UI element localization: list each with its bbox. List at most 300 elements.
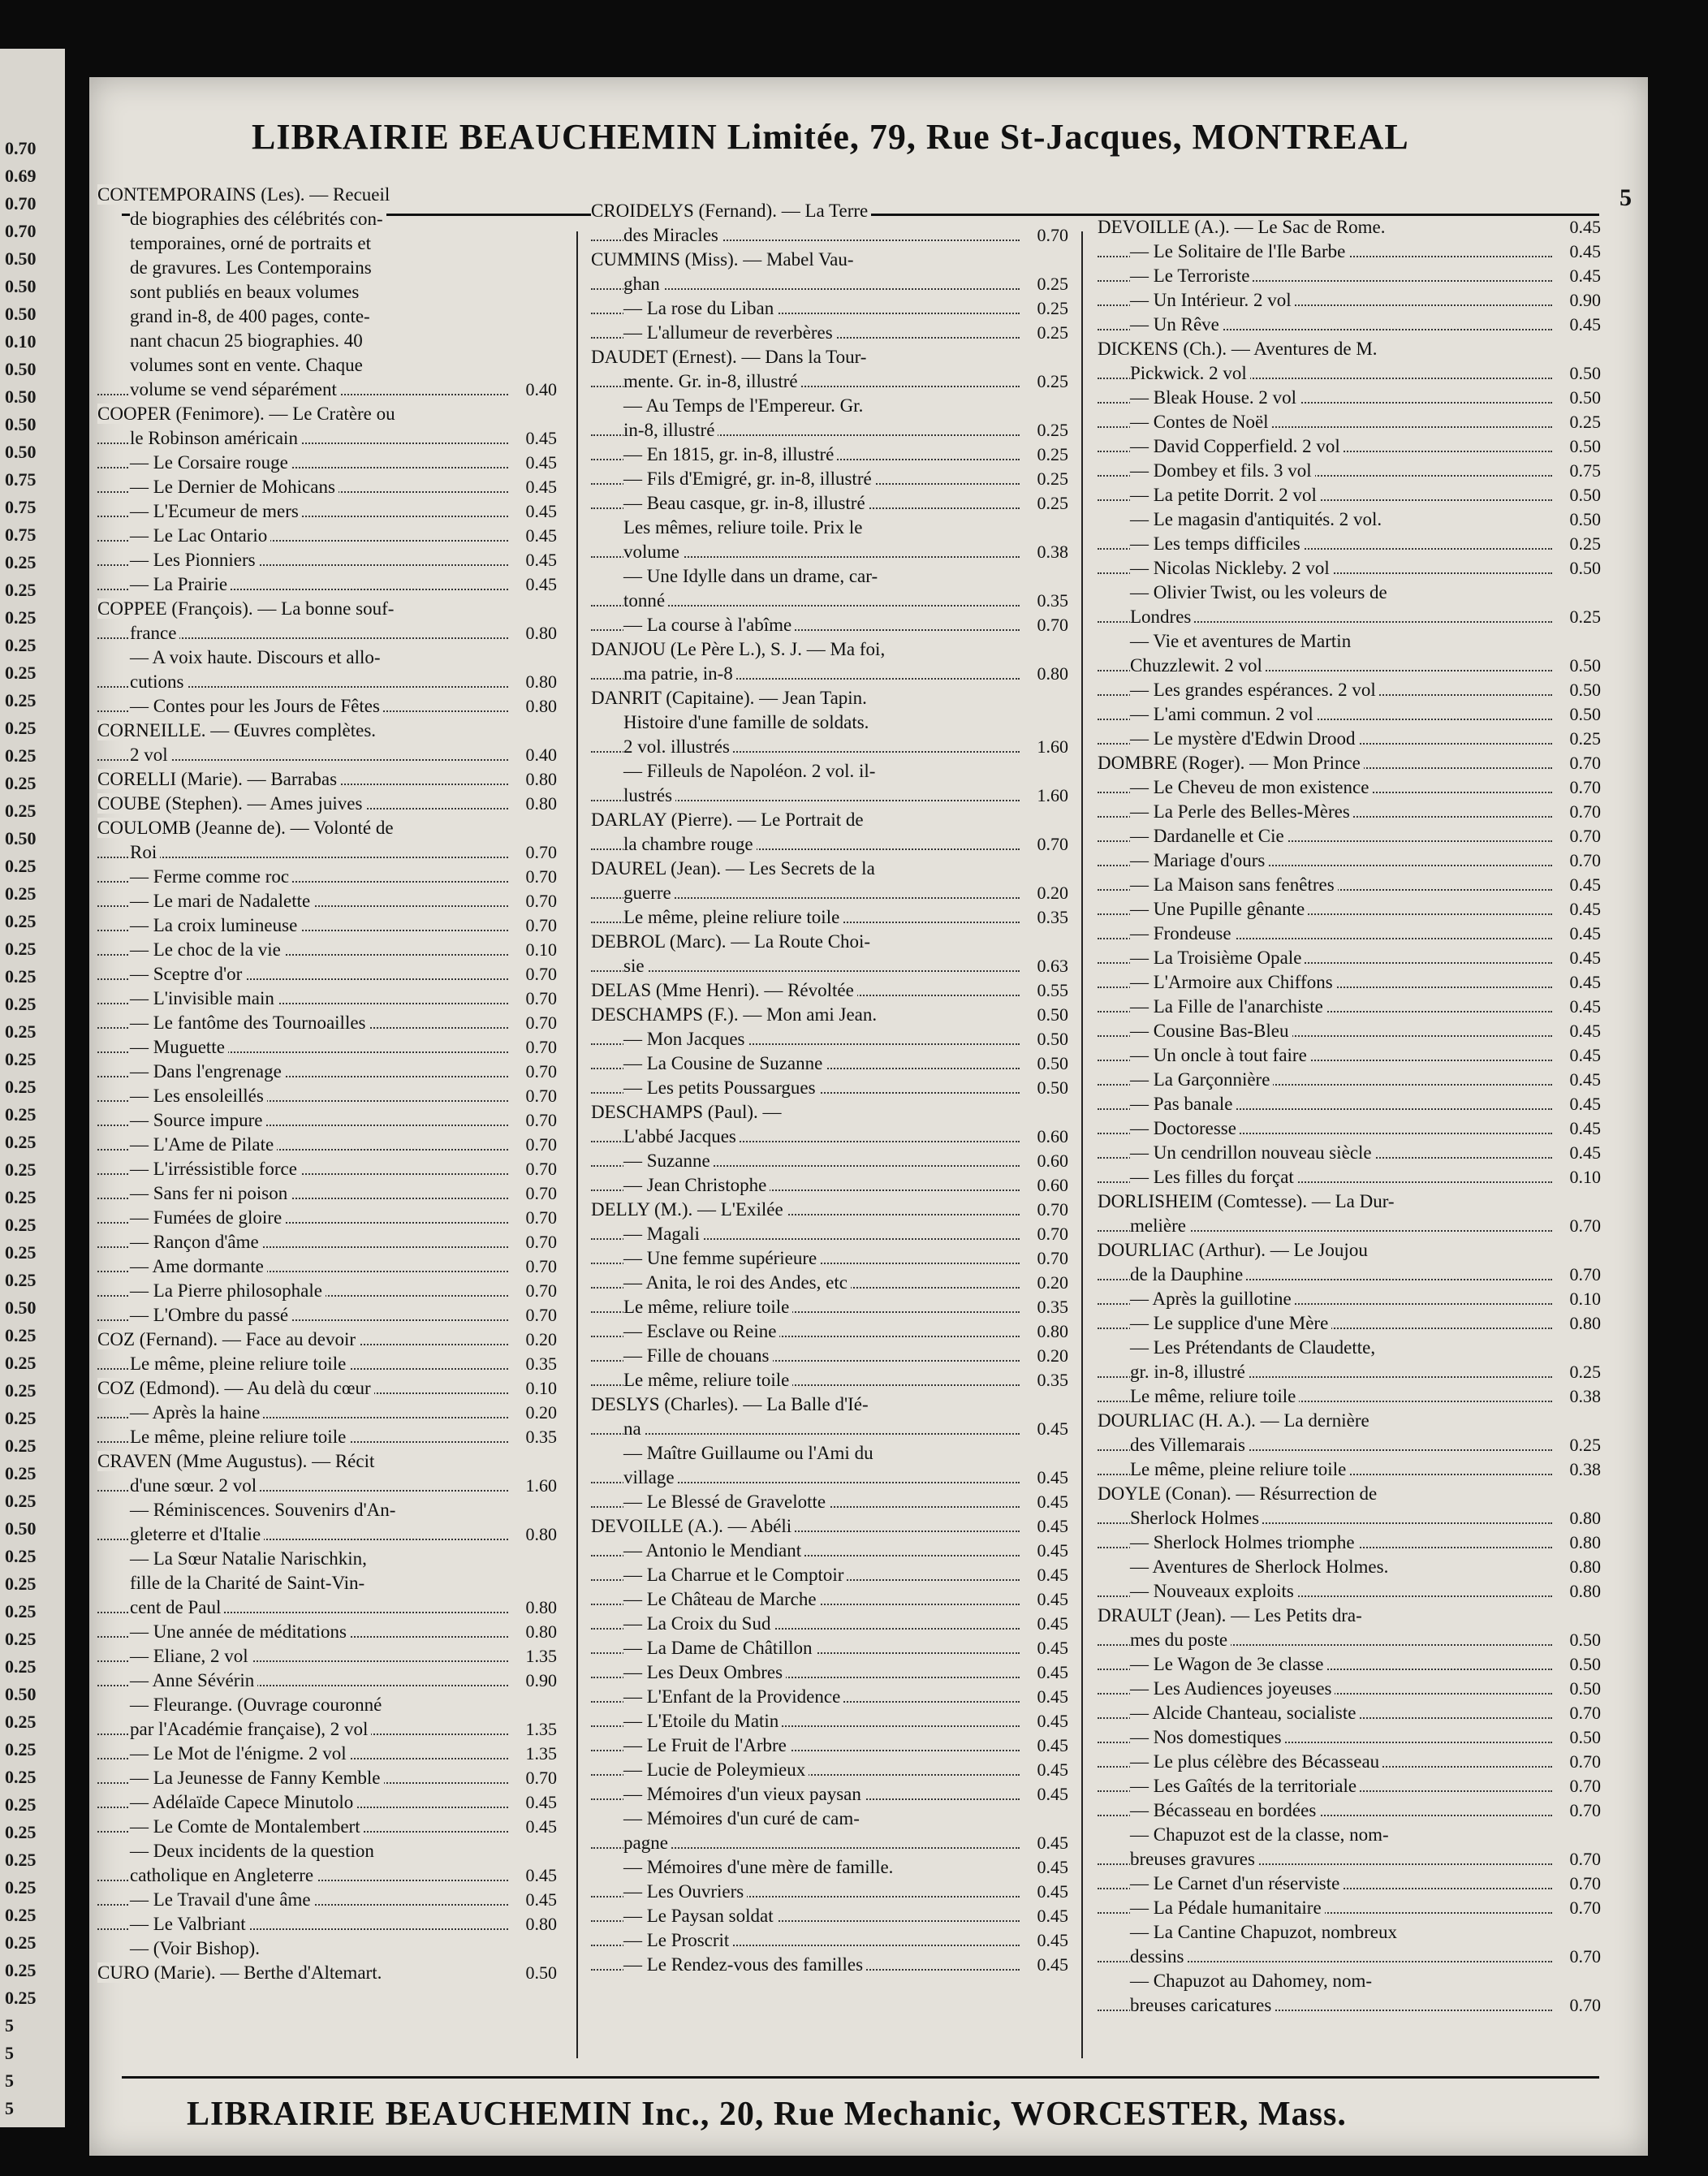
catalog-entry — [1098, 1579, 1601, 1604]
prev-page-price: 5 — [5, 2043, 14, 2063]
entry-title: — Mémoires d'un curé de cam- — [623, 1808, 863, 1828]
entry-title: — Bleak House. 2 vol — [1130, 387, 1300, 408]
prev-page-price: 0.50 — [5, 414, 37, 434]
entry-title: — La Cantine Chapuzot, nombreux — [1130, 1922, 1400, 1942]
entry-title: volume — [623, 542, 683, 562]
page-number: 5 — [1620, 184, 1632, 211]
entry-price: 0.70 — [525, 1207, 557, 1228]
catalog-entry — [591, 1003, 1068, 1027]
entry-price: 1.60 — [1037, 785, 1068, 805]
entry-title: — Après la haine — [130, 1402, 263, 1423]
entry-title: — Le Solitaire de l'Ile Barbe — [1130, 241, 1348, 261]
catalog-entry — [591, 345, 1068, 369]
entry-price: 0.45 — [1569, 923, 1601, 943]
catalog-entry — [1098, 1189, 1601, 1214]
prev-page-price: 0.25 — [5, 1712, 37, 1732]
entry-title: DRAULT (Jean). — Les Petits dra- — [1098, 1605, 1365, 1626]
entry-price: 0.50 — [1569, 387, 1601, 408]
catalog-entry — [591, 1441, 1068, 1466]
prev-page-price: 0.50 — [5, 248, 37, 269]
entry-title: 2 vol — [130, 745, 171, 765]
entry-price: 0.70 — [1569, 1751, 1601, 1772]
catalog-entry — [97, 548, 557, 572]
entry-price: 0.80 — [525, 696, 557, 716]
catalog-entry — [97, 1863, 557, 1888]
catalog-entry — [591, 540, 1068, 564]
catalog-entry — [1098, 581, 1601, 605]
entry-price: 0.45 — [1037, 1467, 1068, 1487]
catalog-entry — [1098, 654, 1601, 678]
entry-title: DESLYS (Charles). — La Balle d'Ié- — [591, 1394, 872, 1414]
catalog-entry — [1098, 215, 1601, 240]
entry-title: le Robinson américain — [130, 428, 301, 448]
entry-price: 0.50 — [1569, 363, 1601, 383]
entry-title: Le même, reliure toile — [623, 1370, 792, 1390]
prev-page-price: 0.25 — [5, 883, 37, 904]
catalog-entry — [97, 792, 557, 816]
catalog-entry — [591, 1198, 1068, 1222]
entry-price: 0.70 — [525, 866, 557, 887]
entry-title: — Filleuls de Napoléon. 2 vol. il- — [623, 761, 878, 781]
entry-price: 0.70 — [1569, 1215, 1601, 1236]
entry-title: — Un cendrillon nouveau siècle — [1130, 1142, 1375, 1163]
catalog-entry — [591, 1222, 1068, 1246]
prev-page-price: 0.25 — [5, 939, 37, 959]
entry-title: — Une année de méditations — [130, 1621, 350, 1642]
entry-title: — Mariage d'ours — [1130, 850, 1268, 870]
catalog-entry — [591, 1271, 1068, 1295]
prev-page-price: 0.25 — [5, 1380, 37, 1401]
prev-page-price: 0.25 — [5, 1905, 37, 1925]
entry-title: Le même, pleine reliure toile — [130, 1354, 349, 1374]
entry-price: 1.60 — [1037, 736, 1068, 757]
entry-price: 0.50 — [525, 1962, 557, 1983]
entry-title: Le même, pleine reliure toile — [623, 907, 843, 927]
entry-title: — Dombey et fils. 3 vol — [1130, 460, 1315, 481]
catalog-entry — [591, 1076, 1068, 1100]
catalog-entry — [1098, 459, 1601, 483]
entry-price: 0.70 — [525, 1110, 557, 1130]
entry-price: 0.45 — [1037, 1540, 1068, 1561]
entry-price: 0.50 — [1037, 1077, 1068, 1098]
entry-title: — Mon Jacques — [623, 1029, 748, 1049]
entry-title: breuses gravures — [1130, 1849, 1258, 1869]
catalog-entry — [97, 1060, 557, 1084]
catalog-entry — [1098, 1725, 1601, 1750]
entry-price: 0.70 — [1569, 1995, 1601, 2015]
entry-title: — Le Fruit de l'Arbre — [623, 1735, 790, 1755]
prev-page-price: 0.75 — [5, 497, 37, 517]
entry-title: gr. in-8, illustré — [1130, 1362, 1249, 1382]
catalog-entry — [591, 1514, 1068, 1539]
entry-price: 0.90 — [525, 1670, 557, 1690]
entry-title: — Dans l'engrenage — [130, 1061, 285, 1082]
entry-title: — Frondeuse — [1130, 923, 1235, 943]
entry-title: — Le Proscrit — [623, 1930, 732, 1950]
catalog-entry — [1098, 1409, 1601, 1433]
entry-title: CRAVEN (Mme Augustus). — Récit — [97, 1451, 377, 1471]
entry-price: 0.45 — [1037, 1881, 1068, 1902]
entry-title: — Une Idylle dans un drame, car- — [623, 566, 881, 586]
entry-price: 0.70 — [1569, 1800, 1601, 1820]
entry-title: — Les Gaîtés de la territoriale — [1130, 1776, 1360, 1796]
entry-price: 0.25 — [1037, 298, 1068, 318]
prev-page-price: 0.25 — [5, 1932, 37, 1953]
entry-price: 0.35 — [525, 1354, 557, 1374]
entry-title: — Le Château de Marche — [623, 1589, 820, 1609]
catalog-entry — [97, 1644, 557, 1669]
entry-price: 0.40 — [525, 379, 557, 399]
entry-title: — Esclave ou Reine — [623, 1321, 779, 1341]
entry-price: 0.63 — [1037, 956, 1068, 976]
catalog-entry — [97, 183, 557, 207]
entry-price: 0.20 — [525, 1402, 557, 1423]
entry-title: — Lucie de Poleymieux — [623, 1759, 809, 1780]
prev-page-price: 0.50 — [5, 828, 37, 848]
prev-page-price: 0.25 — [5, 1822, 37, 1842]
entry-title: — Chapuzot au Dahomey, nom- — [1130, 1971, 1375, 1991]
entry-price: 0.70 — [525, 1061, 557, 1082]
entry-price: 0.60 — [1037, 1151, 1068, 1171]
entry-title: — La Troisième Opale — [1130, 948, 1305, 968]
prev-page-price: 0.25 — [5, 580, 37, 600]
entry-title: mente. Gr. in-8, illustré — [623, 371, 801, 391]
catalog-entry — [97, 938, 557, 962]
catalog-entry — [97, 1376, 557, 1401]
entry-price: 0.25 — [1037, 444, 1068, 464]
catalog-entry — [1098, 727, 1601, 751]
entry-title: in-8, illustré — [623, 420, 718, 440]
entry-price: 0.50 — [1569, 1678, 1601, 1699]
entry-price: 0.70 — [525, 891, 557, 911]
catalog-entry — [591, 1319, 1068, 1344]
entry-price: 0.35 — [1037, 907, 1068, 927]
entry-price: 0.45 — [1037, 1906, 1068, 1926]
entry-title: — Sherlock Holmes triomphe — [1130, 1532, 1358, 1552]
footer-rule — [122, 2076, 1599, 2079]
catalog-entry — [97, 1401, 557, 1425]
entry-title: — Fleurange. (Ouvrage couronné — [130, 1695, 385, 1715]
catalog-entry — [591, 248, 1068, 272]
catalog-entry — [1098, 1969, 1601, 1993]
catalog-entry — [591, 905, 1068, 930]
entry-title: — Anne Sévérin — [130, 1670, 257, 1690]
catalog-entry — [1098, 848, 1601, 873]
catalog-entry — [97, 231, 557, 256]
catalog-entry — [97, 1839, 557, 1863]
entry-title: — Les Pionniers — [130, 550, 259, 570]
entry-title: france — [130, 623, 179, 643]
entry-title: Sherlock Holmes — [1130, 1508, 1262, 1528]
entry-price: 0.35 — [1037, 590, 1068, 611]
catalog-entry — [97, 694, 557, 719]
catalog-entry — [1098, 1238, 1601, 1263]
catalog-entry — [591, 394, 1068, 418]
entry-title: cutions — [130, 671, 187, 692]
entry-title: — La Dame de Châtillon — [623, 1638, 816, 1658]
entry-title: — En 1815, gr. in-8, illustré — [623, 444, 837, 464]
catalog-entry — [1098, 1847, 1601, 1872]
entry-price: 0.25 — [1037, 371, 1068, 391]
catalog-entry — [97, 1108, 557, 1133]
catalog-entry — [591, 564, 1068, 589]
catalog-entry — [591, 1612, 1068, 1636]
catalog-entry — [97, 816, 557, 840]
catalog-entry — [1098, 702, 1601, 727]
entry-price: 0.45 — [1569, 972, 1601, 992]
entry-price: 0.80 — [525, 623, 557, 643]
catalog-entry — [97, 1425, 557, 1449]
catalog-entry — [97, 1474, 557, 1498]
entry-price: 0.70 — [1569, 777, 1601, 797]
entry-title: — Le Carnet d'un réserviste — [1130, 1873, 1343, 1893]
entry-title: melière — [1130, 1215, 1189, 1236]
catalog-entry — [1098, 532, 1601, 556]
catalog-entry — [97, 1498, 557, 1522]
catalog-entry — [1098, 434, 1601, 459]
entry-title: — La Prairie — [130, 574, 231, 594]
entry-price: 0.45 — [1037, 1711, 1068, 1731]
entry-title: — Les grandes espérances. 2 vol — [1130, 680, 1379, 700]
entry-price: 0.45 — [525, 477, 557, 497]
entry-price: 0.70 — [525, 964, 557, 984]
catalog-entry — [591, 1733, 1068, 1758]
entry-price: 0.80 — [1569, 1313, 1601, 1333]
entry-title: COPPEE (François). — La bonne souf- — [97, 598, 397, 619]
entry-title: DANRIT (Capitaine). — Jean Tapin. — [591, 688, 870, 708]
prev-page-price: 0.10 — [5, 331, 37, 352]
entry-price: 0.45 — [1569, 1045, 1601, 1065]
entry-price: 0.50 — [1569, 485, 1601, 505]
entry-title: — Pas banale — [1130, 1094, 1236, 1114]
catalog-entry — [97, 451, 557, 475]
entry-price: 0.45 — [1037, 1565, 1068, 1585]
entry-price: 0.50 — [1569, 680, 1601, 700]
prev-page-price: 5 — [5, 2098, 14, 2118]
entry-title: — Contes pour les Jours de Fêtes — [130, 696, 383, 716]
previous-page-edge — [0, 49, 65, 2127]
column-divider-2 — [1081, 231, 1083, 2058]
entry-price: 0.70 — [1037, 615, 1068, 635]
entry-title: — Le Valbriant — [130, 1914, 249, 1934]
catalog-entry — [1098, 1384, 1601, 1409]
entry-title: — Les petits Poussargues — [623, 1077, 819, 1098]
entry-title: — La Sœur Natalie Narischkin, — [130, 1548, 370, 1569]
entry-price: 0.80 — [525, 793, 557, 814]
catalog-entry — [591, 1636, 1068, 1660]
entry-price: 0.45 — [1569, 948, 1601, 968]
entry-title: — Anita, le roi des Andes, etc — [623, 1272, 851, 1293]
entry-title: — Le choc de la vie — [130, 939, 284, 960]
entry-title: — Sans fer ni poison — [130, 1183, 291, 1203]
catalog-entry — [1098, 556, 1601, 581]
entry-price: 0.70 — [1569, 850, 1601, 870]
catalog-entry — [591, 1709, 1068, 1733]
catalog-entry — [97, 207, 557, 231]
catalog-entry — [591, 1928, 1068, 1953]
catalog-entry — [97, 499, 557, 524]
entry-price: 0.50 — [1569, 655, 1601, 676]
entry-title: DESCHAMPS (Paul). — — [591, 1102, 785, 1122]
entry-title: — Bécasseau en bordées — [1130, 1800, 1319, 1820]
entry-price: 0.10 — [525, 939, 557, 960]
prev-page-price: 0.25 — [5, 801, 37, 821]
catalog-entry — [591, 1831, 1068, 1855]
catalog-entry — [97, 840, 557, 865]
catalog-entry — [97, 1084, 557, 1108]
entry-title: — Les Audiences joyeuses — [1130, 1678, 1335, 1699]
entry-price: 0.45 — [1037, 1418, 1068, 1439]
entry-price: 0.45 — [1037, 1589, 1068, 1609]
entry-title: — Un Rêve — [1130, 314, 1223, 335]
catalog-entry — [1098, 1141, 1601, 1165]
catalog-entry — [1098, 824, 1601, 848]
catalog-entry — [1098, 1945, 1601, 1969]
entry-price: 0.35 — [1037, 1370, 1068, 1390]
entry-price: 0.80 — [525, 1914, 557, 1934]
entry-title: — Nos domestiques — [1130, 1727, 1285, 1747]
catalog-entry — [1098, 995, 1601, 1019]
entry-price: 0.50 — [1569, 1630, 1601, 1650]
entry-title: — L'irréssistible force — [130, 1159, 300, 1179]
catalog-entry — [97, 1961, 557, 1985]
entry-price: 0.38 — [1037, 542, 1068, 562]
page-footer: LIBRAIRIE BEAUCHEMIN Inc., 20, Rue Mechanic, WORCESTER, Mass. — [187, 2096, 1347, 2133]
entry-price: 0.25 — [1569, 1435, 1601, 1455]
entry-title: DEVOILLE (A.). — Abéli — [591, 1516, 795, 1536]
catalog-entry — [591, 1295, 1068, 1319]
entry-price: 0.70 — [1569, 1849, 1601, 1869]
catalog-entry — [1098, 1823, 1601, 1847]
entry-price: 0.80 — [1569, 1556, 1601, 1577]
entry-title: — Ferme comme roc — [130, 866, 292, 887]
entry-title: Londres — [1130, 607, 1194, 627]
entry-price: 0.45 — [525, 428, 557, 448]
entry-price: 0.45 — [1569, 266, 1601, 286]
catalog-entry — [591, 832, 1068, 857]
entry-title: — Maître Guillaume ou l'Ami du — [623, 1443, 877, 1463]
catalog-entry — [97, 1011, 557, 1035]
entry-title: — L'Enfant de la Providence — [623, 1686, 843, 1707]
entry-price: 0.45 — [525, 1889, 557, 1910]
entry-price: 0.70 — [1569, 1873, 1601, 1893]
entry-title: — Le Paysan soldat — [623, 1906, 777, 1926]
catalog-entry — [591, 1563, 1068, 1587]
entry-price: 0.25 — [1569, 728, 1601, 749]
entry-title: — Le magasin d'antiquités. 2 vol. — [1130, 509, 1385, 529]
entry-price: 1.35 — [525, 1743, 557, 1764]
entry-title: CORNEILLE. — Œuvres complètes. — [97, 720, 379, 740]
entry-title: 2 vol. illustrés — [623, 736, 733, 757]
entry-title: COULOMB (Jeanne de). — Volonté de — [97, 818, 397, 838]
entry-title: temporaines, orné de portraits et — [130, 233, 374, 253]
entry-title: — L'invisible main — [130, 988, 278, 1008]
prev-page-price: 0.25 — [5, 1215, 37, 1235]
catalog-entry — [591, 930, 1068, 954]
entry-title: — La Croix du Sud — [623, 1613, 774, 1634]
catalog-entry — [1098, 1482, 1601, 1506]
entry-price: 0.45 — [1569, 874, 1601, 895]
entry-title: — Le Mot de l'énigme. 2 vol — [130, 1743, 350, 1764]
entry-price: 0.80 — [1569, 1532, 1601, 1552]
entry-title: COZ (Fernand). — Face au devoir — [97, 1329, 359, 1349]
entry-price: 0.80 — [525, 1597, 557, 1617]
catalog-entry — [97, 1035, 557, 1060]
catalog-entry — [1098, 1165, 1601, 1189]
entry-title: — L'allumeur de reverbères — [623, 322, 836, 343]
catalog-entry — [1098, 1652, 1601, 1677]
entry-price: 0.35 — [525, 1427, 557, 1447]
entry-title: cent de Paul — [130, 1597, 224, 1617]
entry-title: — Une femme supérieure — [623, 1248, 820, 1268]
entry-title: gleterre et d'Italie — [130, 1524, 264, 1544]
entry-title: COOPER (Fenimore). — Le Cratère ou — [97, 404, 399, 424]
catalog-entry — [591, 637, 1068, 662]
entry-price: 0.45 — [525, 501, 557, 521]
entry-title: — Chapuzot est de la classe, nom- — [1130, 1824, 1392, 1845]
prev-page-price: 0.25 — [5, 1077, 37, 1097]
catalog-entry — [97, 889, 557, 913]
catalog-entry — [591, 1149, 1068, 1173]
entry-title: — Vie et aventures de Martin — [1130, 631, 1354, 651]
entry-price: 0.45 — [525, 550, 557, 570]
entry-price: 0.55 — [1037, 980, 1068, 1000]
catalog-entry — [97, 719, 557, 743]
entry-price: 0.45 — [1037, 1784, 1068, 1804]
catalog-entry — [591, 978, 1068, 1003]
entry-title: — Nicolas Nickleby. 2 vol — [1130, 558, 1333, 578]
catalog-entry — [97, 1669, 557, 1693]
entry-price: 0.45 — [525, 1865, 557, 1885]
entry-title: COUBE (Stephen). — Ames juives — [97, 793, 365, 814]
catalog-entry — [1098, 337, 1601, 361]
entry-title: — La Pierre philosophale — [130, 1280, 326, 1301]
entry-title: — Magali — [623, 1224, 703, 1244]
entry-title: Chuzzlewit. 2 vol — [1130, 655, 1266, 676]
entry-title: DAUDET (Ernest). — Dans la Tour- — [591, 347, 869, 367]
catalog-entry — [591, 1392, 1068, 1417]
entry-price: 0.70 — [525, 1256, 557, 1276]
entry-title: Pickwick. 2 vol — [1130, 363, 1250, 383]
entry-price: 0.10 — [1569, 1167, 1601, 1187]
catalog-entry — [591, 199, 1068, 223]
catalog-entry — [591, 1953, 1068, 1977]
catalog-entry — [591, 1855, 1068, 1880]
catalog-entry — [591, 954, 1068, 978]
entry-price: 0.80 — [525, 671, 557, 692]
catalog-entry — [591, 1758, 1068, 1782]
entry-price: 0.70 — [1037, 1248, 1068, 1268]
entry-price: 0.45 — [1037, 1638, 1068, 1658]
catalog-entry — [1098, 1043, 1601, 1068]
prev-page-price: 0.25 — [5, 773, 37, 793]
entry-price: 0.70 — [525, 1183, 557, 1203]
entry-title: — Fumées de gloire — [130, 1207, 285, 1228]
catalog-entry — [1098, 1214, 1601, 1238]
catalog-entry — [591, 321, 1068, 345]
entry-title: — La Maison sans fenêtres — [1130, 874, 1338, 895]
entry-price: 0.60 — [1037, 1175, 1068, 1195]
entry-title: DEVOILLE (A.). — Le Sac de Rome. — [1098, 217, 1388, 237]
entry-price: 0.10 — [525, 1378, 557, 1398]
prev-page-price: 0.25 — [5, 1270, 37, 1290]
catalog-entry — [97, 1522, 557, 1547]
entry-price: 0.38 — [1569, 1386, 1601, 1406]
entry-title: — Le Cheveu de mon existence — [1130, 777, 1372, 797]
entry-title: — L'ami commun. 2 vol — [1130, 704, 1317, 724]
catalog-entry — [97, 1936, 557, 1961]
entry-title: — L'Ecumeur de mers — [130, 501, 302, 521]
